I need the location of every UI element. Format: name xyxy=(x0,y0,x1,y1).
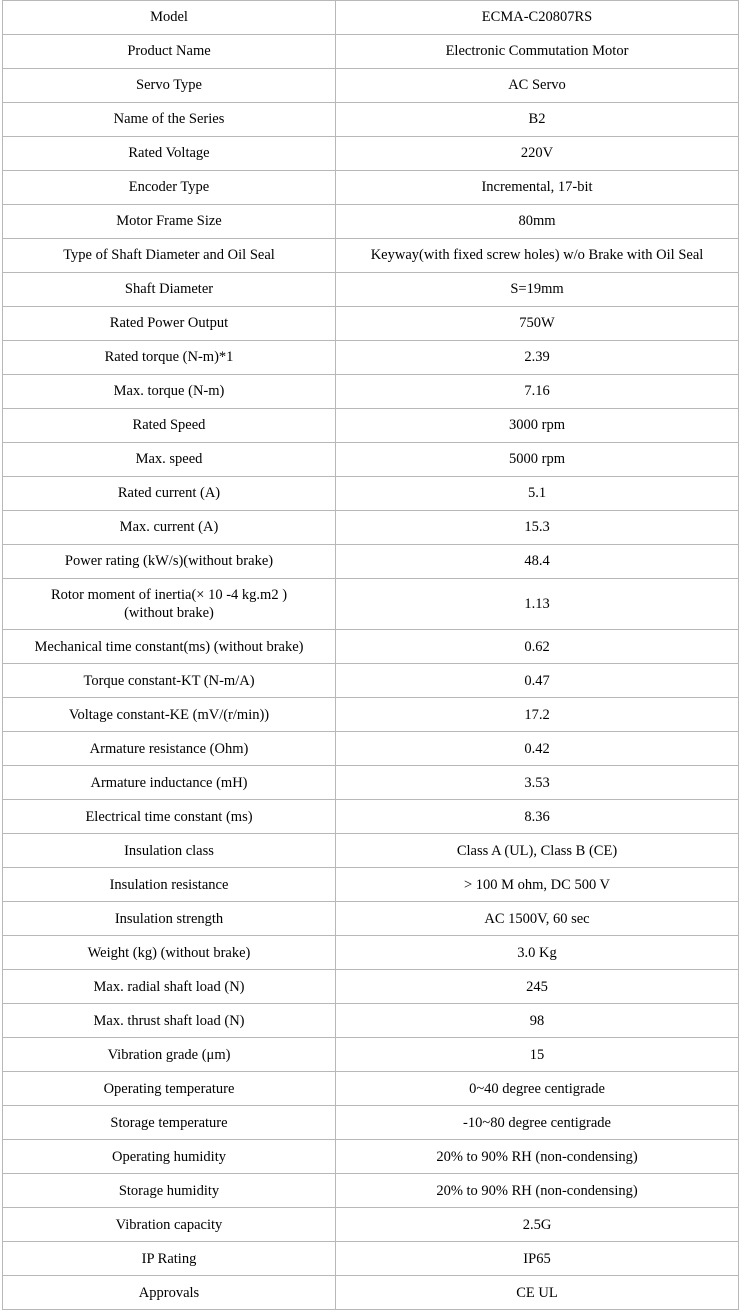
table-row xyxy=(3,1106,739,1140)
spec-value-cell: 5000 rpm xyxy=(336,443,739,477)
spec-value-cell: 15 xyxy=(336,1038,739,1072)
spec-value-cell: 15.3 xyxy=(336,511,739,545)
spec-value-cell: Electronic Commutation Motor xyxy=(336,35,739,69)
table-row xyxy=(3,375,739,409)
spec-label-cell: Product Name xyxy=(3,35,336,69)
spec-value-cell: 3000 rpm xyxy=(336,409,739,443)
table-row xyxy=(3,273,739,307)
table-row xyxy=(3,511,739,545)
spec-value-cell: 0.47 xyxy=(336,664,739,698)
spec-value-cell: Incremental, 17-bit xyxy=(336,171,739,205)
table-row xyxy=(3,137,739,171)
spec-label-cell: Max. torque (N-m) xyxy=(3,375,336,409)
spec-value-cell: 8.36 xyxy=(336,800,739,834)
spec-value-cell: IP65 xyxy=(336,1242,739,1276)
table-row xyxy=(3,103,739,137)
spec-label-cell: Max. radial shaft load (N) xyxy=(3,970,336,1004)
spec-label-cell: Servo Type xyxy=(3,69,336,103)
spec-label-cell: Rated Voltage xyxy=(3,137,336,171)
spec-label-cell: Weight (kg) (without brake) xyxy=(3,936,336,970)
table-row xyxy=(3,1,739,35)
spec-label-cell: Model xyxy=(3,1,336,35)
spec-label-cell: Rated torque (N-m)*1 xyxy=(3,341,336,375)
table-row xyxy=(3,902,739,936)
spec-label-cell: Rated Speed xyxy=(3,409,336,443)
spec-value-cell: 750W xyxy=(336,307,739,341)
spec-value-cell: 17.2 xyxy=(336,698,739,732)
spec-value-cell: 20% to 90% RH (non-condensing) xyxy=(336,1140,739,1174)
table-row xyxy=(3,868,739,902)
spec-value-cell: 0.62 xyxy=(336,630,739,664)
spec-label-cell: Operating humidity xyxy=(3,1140,336,1174)
spec-value-cell: CE UL xyxy=(336,1276,739,1310)
spec-label-cell: Max. current (A) xyxy=(3,511,336,545)
spec-label-cell: Rated Power Output xyxy=(3,307,336,341)
table-row xyxy=(3,205,739,239)
spec-label-cell: Vibration grade (μm) xyxy=(3,1038,336,1072)
spec-value-cell: 3.53 xyxy=(336,766,739,800)
table-row xyxy=(3,1242,739,1276)
spec-value-cell: 0.42 xyxy=(336,732,739,766)
spec-label-cell: Operating temperature xyxy=(3,1072,336,1106)
table-row xyxy=(3,239,739,273)
table-row xyxy=(3,1038,739,1072)
spec-label-cell: Armature inductance (mH) xyxy=(3,766,336,800)
table-row xyxy=(3,579,739,630)
spec-value-cell: 5.1 xyxy=(336,477,739,511)
spec-value-cell: 98 xyxy=(336,1004,739,1038)
spec-label-cell: Max. speed xyxy=(3,443,336,477)
table-row xyxy=(3,1208,739,1242)
spec-label-cell: Insulation strength xyxy=(3,902,336,936)
spec-value-cell: 2.5G xyxy=(336,1208,739,1242)
spec-value-cell: -10~80 degree centigrade xyxy=(336,1106,739,1140)
table-row xyxy=(3,1174,739,1208)
spec-label-cell: Mechanical time constant(ms) (without brake) xyxy=(3,630,336,664)
spec-value-cell: 0~40 degree centigrade xyxy=(336,1072,739,1106)
table-row xyxy=(3,35,739,69)
spec-label-cell: Storage temperature xyxy=(3,1106,336,1140)
spec-label-cell: Armature resistance (Ohm) xyxy=(3,732,336,766)
table-row xyxy=(3,732,739,766)
spec-label-cell: Type of Shaft Diameter and Oil Seal xyxy=(3,239,336,273)
spec-label-cell: Name of the Series xyxy=(3,103,336,137)
spec-label-cell: Torque constant-KT (N-m/A) xyxy=(3,664,336,698)
spec-value-cell: > 100 M ohm, DC 500 V xyxy=(336,868,739,902)
spec-label-cell: Motor Frame Size xyxy=(3,205,336,239)
spec-value-cell: Keyway(with fixed screw holes) w/o Brake with Oil Seal xyxy=(336,239,739,273)
table-row xyxy=(3,307,739,341)
table-row xyxy=(3,664,739,698)
table-row xyxy=(3,834,739,868)
table-row xyxy=(3,630,739,664)
spec-label-cell: Storage humidity xyxy=(3,1174,336,1208)
table-body xyxy=(3,1,739,1310)
table-row xyxy=(3,698,739,732)
table-row xyxy=(3,970,739,1004)
spec-value-cell: 7.16 xyxy=(336,375,739,409)
spec-value-cell: B2 xyxy=(336,103,739,137)
table-row xyxy=(3,409,739,443)
spec-label-cell: Rotor moment of inertia(× 10 -4 kg.m2 ) (without brake) xyxy=(3,579,336,630)
spec-label-cell: Approvals xyxy=(3,1276,336,1310)
spec-value-cell: S=19mm xyxy=(336,273,739,307)
spec-label-cell: Shaft Diameter xyxy=(3,273,336,307)
spec-value-cell: ECMA-C20807RS xyxy=(336,1,739,35)
spec-label-cell: Power rating (kW/s)(without brake) xyxy=(3,545,336,579)
spec-value-cell: 20% to 90% RH (non-condensing) xyxy=(336,1174,739,1208)
spec-value-cell: AC 1500V, 60 sec xyxy=(336,902,739,936)
table-row xyxy=(3,766,739,800)
spec-label-cell: IP Rating xyxy=(3,1242,336,1276)
spec-value-cell: 48.4 xyxy=(336,545,739,579)
table-row xyxy=(3,341,739,375)
spec-label-cell: Voltage constant-KE (mV/(r/min)) xyxy=(3,698,336,732)
motor-specification-table xyxy=(2,0,739,1310)
spec-label-cell: Encoder Type xyxy=(3,171,336,205)
table-row xyxy=(3,69,739,103)
table-row xyxy=(3,1004,739,1038)
spec-value-cell: AC Servo xyxy=(336,69,739,103)
table-row xyxy=(3,545,739,579)
spec-label-cell: Vibration capacity xyxy=(3,1208,336,1242)
spec-label-cell: Insulation resistance xyxy=(3,868,336,902)
spec-value-cell: 245 xyxy=(336,970,739,1004)
spec-label-cell: Insulation class xyxy=(3,834,336,868)
spec-value-cell: 2.39 xyxy=(336,341,739,375)
table-row xyxy=(3,443,739,477)
spec-value-cell: Class A (UL), Class B (CE) xyxy=(336,834,739,868)
table-row xyxy=(3,936,739,970)
table-row xyxy=(3,800,739,834)
spec-value-cell: 1.13 xyxy=(336,579,739,630)
spec-value-cell: 3.0 Kg xyxy=(336,936,739,970)
spec-value-cell: 80mm xyxy=(336,205,739,239)
table-row xyxy=(3,1072,739,1106)
spec-label-cell: Rated current (A) xyxy=(3,477,336,511)
table-row xyxy=(3,1140,739,1174)
table-row xyxy=(3,477,739,511)
spec-label-cell: Max. thrust shaft load (N) xyxy=(3,1004,336,1038)
spec-value-cell: 220V xyxy=(336,137,739,171)
spec-label-cell: Electrical time constant (ms) xyxy=(3,800,336,834)
table-row xyxy=(3,171,739,205)
table-row xyxy=(3,1276,739,1310)
